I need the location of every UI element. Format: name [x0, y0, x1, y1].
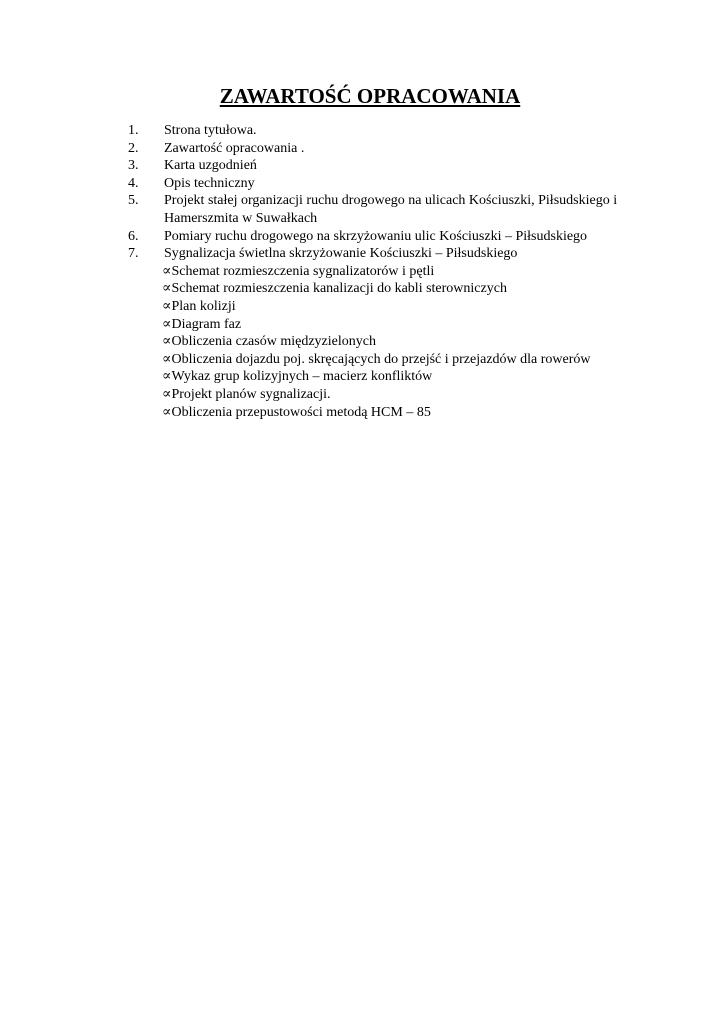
- bullet-icon: ∝: [162, 281, 172, 297]
- sub-list-item: [0, 386, 724, 404]
- item-text: Karta uzgodnień: [164, 158, 257, 174]
- item-number: 5.: [128, 193, 139, 209]
- sub-list-container: [0, 263, 724, 421]
- item-number: 6.: [128, 228, 139, 244]
- sub-item-text: Diagram faz: [171, 316, 242, 332]
- list-item: [0, 122, 724, 140]
- item-number: 7.: [128, 246, 139, 262]
- bullet-icon: ∝: [162, 351, 172, 367]
- bullet-icon: ∝: [162, 316, 172, 332]
- sub-list-item: [0, 368, 724, 386]
- item-text: Zawartość opracowania .: [164, 140, 305, 156]
- sub-list-item: [0, 298, 724, 316]
- bullet-icon: ∝: [162, 263, 172, 279]
- sub-item-text: Schemat rozmieszczenia kanalizacji do kabli sterowniczych: [171, 281, 507, 297]
- item-text: Pomiary ruchu drogowego na skrzyżowaniu ulic Kościuszki – Piłsudskiego: [164, 228, 588, 244]
- sub-list-item: [0, 351, 724, 369]
- sub-list-item: [0, 333, 724, 351]
- item-text: Opis techniczny: [164, 175, 255, 191]
- bullet-icon: ∝: [162, 334, 172, 350]
- list-item: [0, 175, 724, 193]
- item-text: Sygnalizacja świetlna skrzyżowanie Kościuszki – Piłsudskiego: [164, 246, 518, 262]
- list-item: [0, 157, 724, 175]
- sub-item-text: Schemat rozmieszczenia sygnalizatorów i pętli: [171, 263, 435, 279]
- sub-item-text: Obliczenia dojazdu poj. skręcających do przejść i przejazdów dla rowerów: [171, 351, 591, 367]
- sub-list-item: [0, 280, 724, 298]
- sub-list-item: [0, 263, 724, 281]
- sub-item-text: Obliczenia przepustowości metodą HCM – 85: [171, 404, 431, 420]
- contents-list: [0, 122, 724, 421]
- sub-item-text: Obliczenia czasów międzyzielonych: [171, 334, 376, 350]
- sub-list: [0, 263, 724, 421]
- sub-item-text: Projekt planów sygnalizacji.: [171, 386, 331, 402]
- list-item: [0, 228, 724, 246]
- item-number: 2.: [128, 140, 139, 156]
- item-number: 1.: [128, 123, 139, 138]
- sub-list-item: [0, 404, 724, 422]
- page-title: ZAWARTOŚĆ OPRACOWANIA: [219, 84, 521, 108]
- bullet-icon: ∝: [162, 369, 172, 385]
- list-item: [0, 192, 724, 227]
- sub-item-text: Wykaz grup kolizyjnych – macierz konfliktów: [171, 369, 433, 385]
- item-text: Projekt stałej organizacji ruchu drogowego na ulicach Kościuszki, Piłsudskiego i Hamerszmita w Suwałkach: [164, 193, 618, 226]
- list-item: [0, 245, 724, 263]
- list-item: [0, 140, 724, 158]
- item-text: Strona tytułowa.: [164, 123, 257, 138]
- bullet-icon: ∝: [162, 404, 172, 420]
- item-number: 3.: [128, 158, 139, 174]
- bullet-icon: ∝: [162, 298, 172, 314]
- sub-item-text: Plan kolizji: [171, 298, 236, 314]
- sub-list-item: [0, 316, 724, 334]
- item-number: 4.: [128, 175, 139, 191]
- bullet-icon: ∝: [162, 386, 172, 402]
